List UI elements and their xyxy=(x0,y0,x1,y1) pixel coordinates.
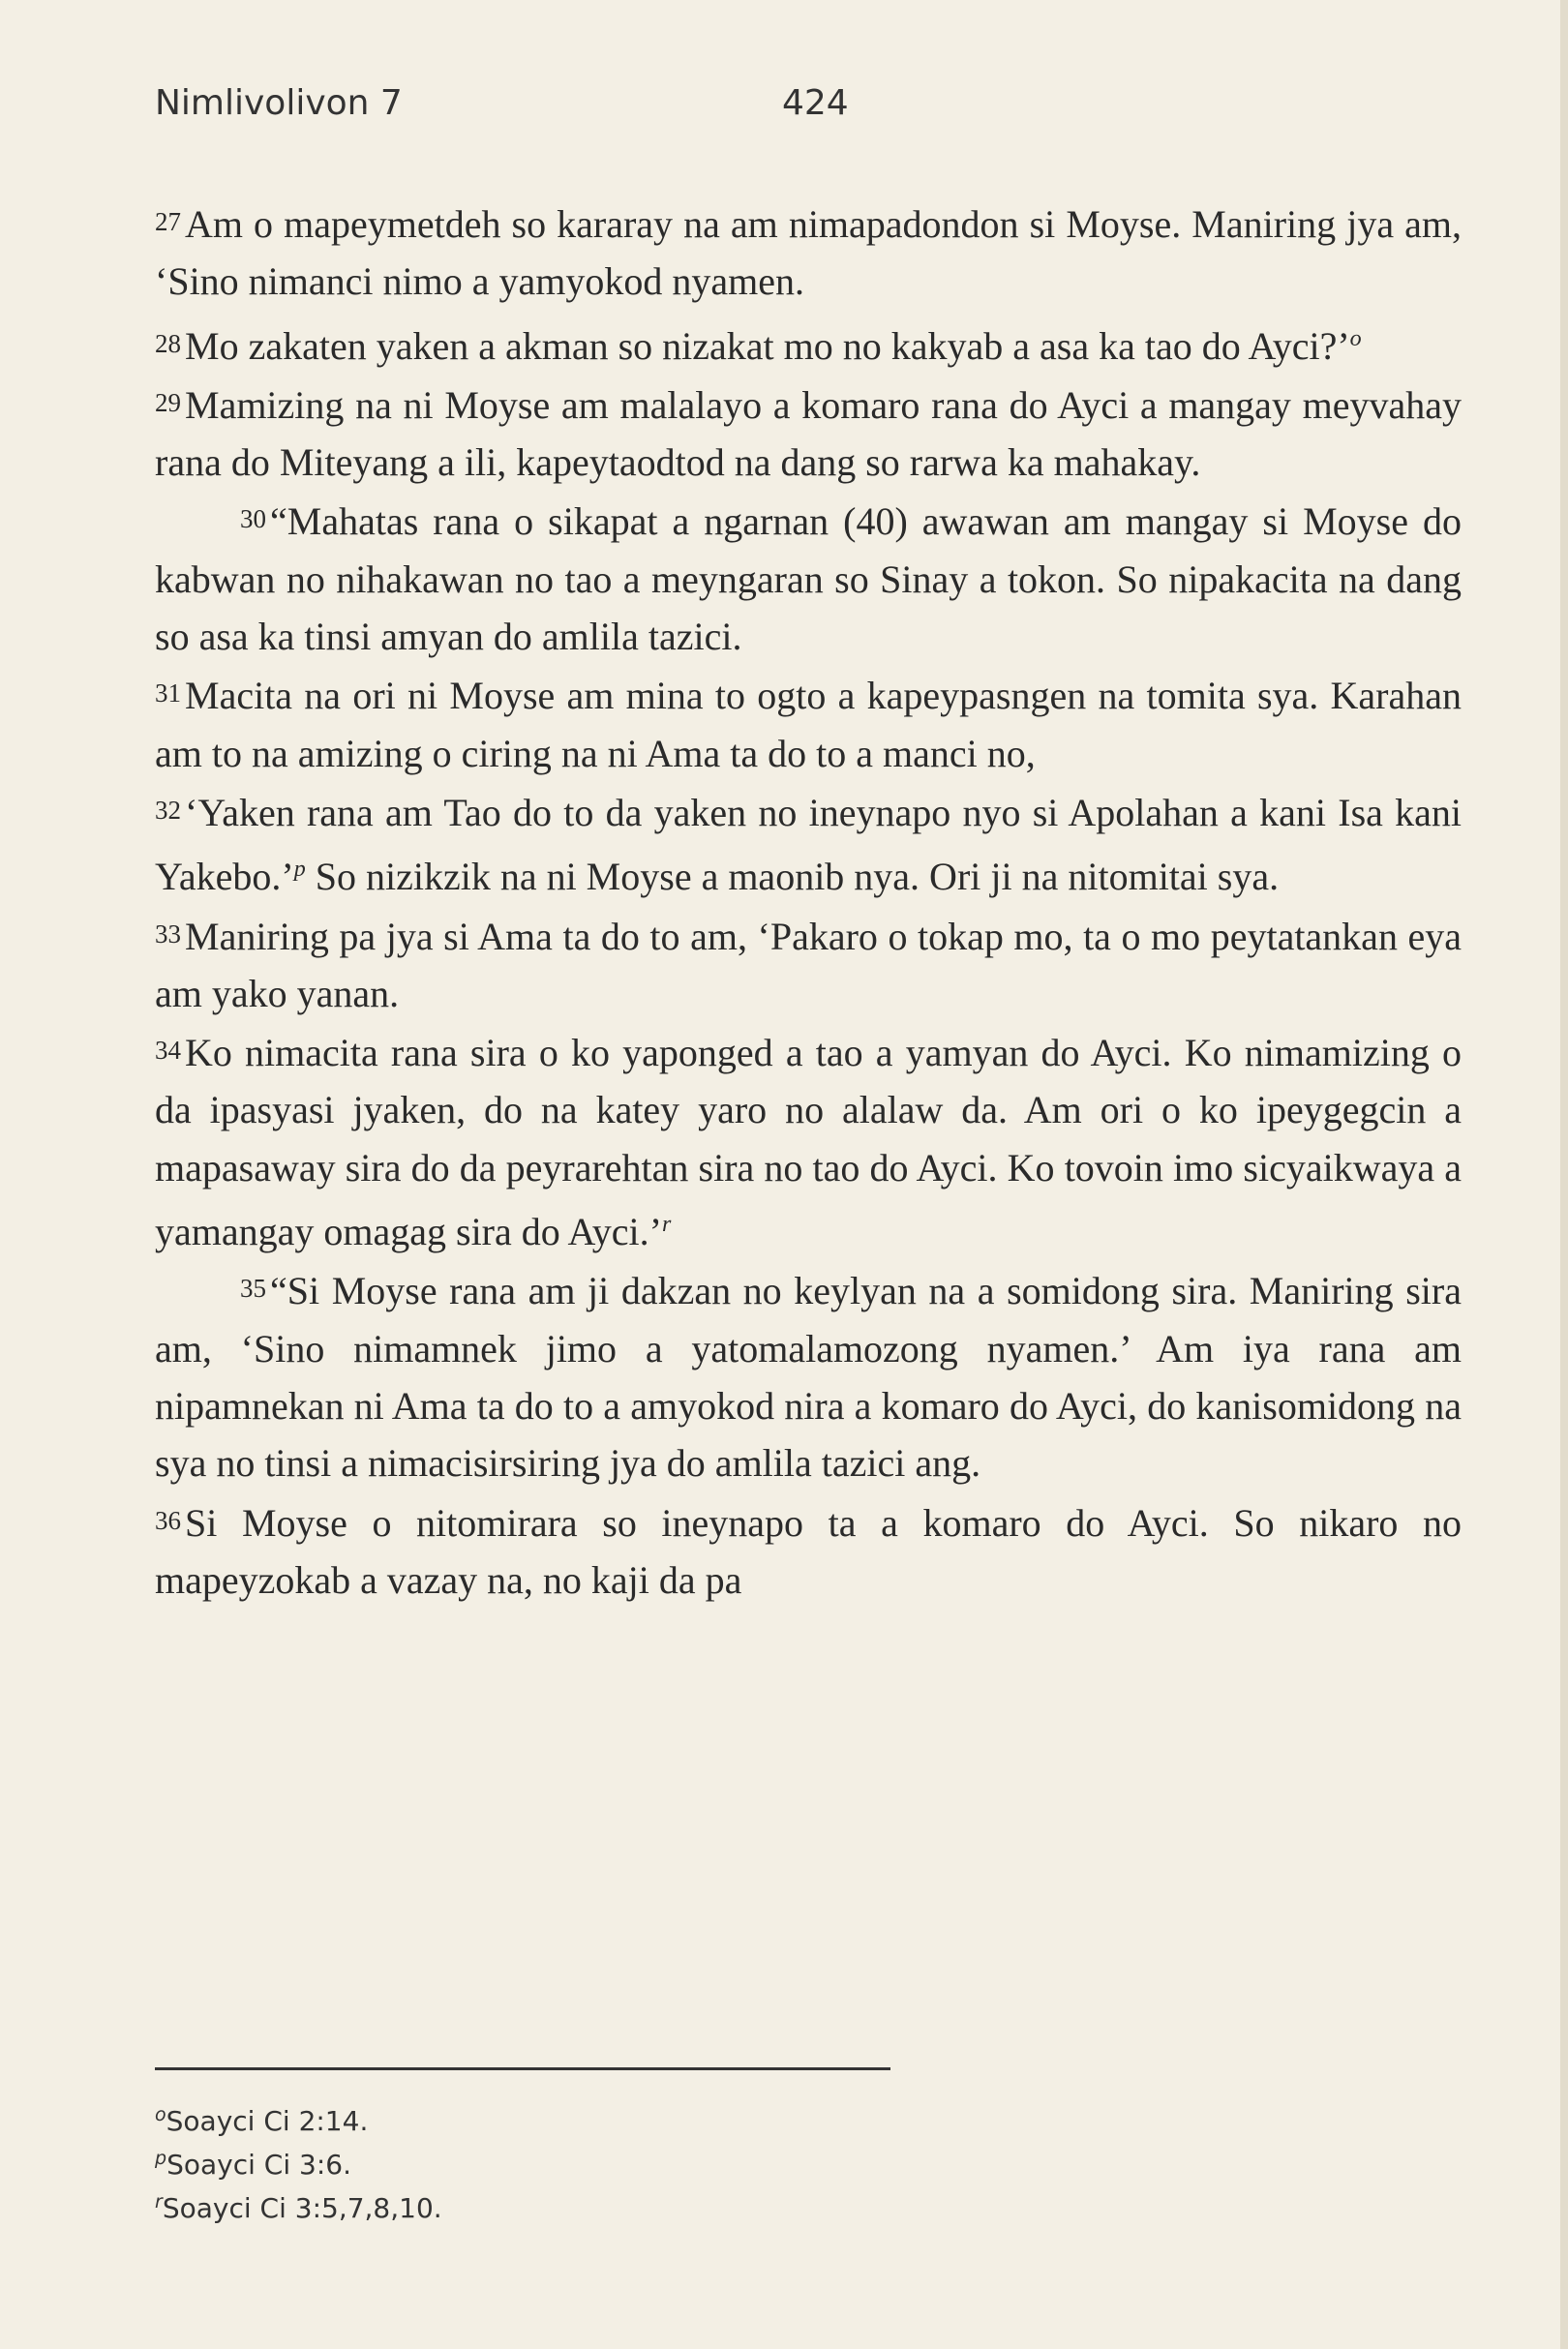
verse-text: Si Moyse o nitomirara so ineynapo ta a komaro do Ayci. So nikaro no mapeyzokab a vazay na, no kaji da pa xyxy=(155,1500,1462,1602)
footnote-letter: r xyxy=(155,2191,163,2213)
verse-28 xyxy=(155,311,1462,375)
verse-number: 32 xyxy=(155,795,181,825)
footnote-ref-r[interactable]: r xyxy=(661,1212,672,1238)
verse-text: “Si Moyse rana am ji dakzan no keylyan na a somidong sira. Maniring sira am, ‘Sino nimamnek jimo a yatomalamozong nyamen.’ Am iya rana am nipamnekan ni Ama ta do to a amyokod nira a komaro do Ayci, do kanisomidong na sya no tinsi a nimacisirsiring jya do amlila tazici ang. xyxy=(155,1269,1462,1486)
verse-number: 29 xyxy=(155,387,181,417)
verse-35 xyxy=(155,1260,1462,1491)
verse-number: 35 xyxy=(240,1274,266,1304)
verse-number: 36 xyxy=(155,1505,181,1535)
verse-text: Ko nimacita rana sira o ko yaponged a tao a yamyan do Ayci. Ko nimamizing o da ipasyasi jyaken, do na katey yaro no alalaw da. Am ori o ko ipeygegcin a mapasaway sira do da peyrarehtan sira no tao do Ayci. Ko tovoin imo sicyaikwaya a yamangay omagag sira do Ayci.’ xyxy=(155,1031,1462,1254)
verse-number: 33 xyxy=(155,919,181,949)
footnote-letter: p xyxy=(155,2148,167,2169)
book-chapter-title: Nimlivolivon 7 xyxy=(155,83,403,123)
verse-text: “Mahatas rana o sikapat a ngarnan (40) awawan am mangay si Moyse do kabwan no nihakawan no tao a meyngaran so Sinay a tokon. So nipakacita na dang so asa ka tinsi amyan do amlila tazici. xyxy=(155,499,1462,659)
footnote-divider xyxy=(155,2067,890,2070)
page-edge xyxy=(1560,0,1568,2349)
footnote-r xyxy=(155,2183,929,2227)
footnote-p xyxy=(155,2140,929,2183)
verse-number: 27 xyxy=(155,207,181,236)
running-header xyxy=(155,83,1462,132)
verse-36 xyxy=(155,1492,1462,1610)
verse-text-continued: So nizikzik na ni Moyse a maonib nya. Ori ji na nitomitai sya. xyxy=(305,855,1280,899)
footnote-ref-o[interactable]: o xyxy=(1349,325,1362,351)
verse-text: Mamizing na ni Moyse am malalayo a komaro rana do Ayci a mangay meyvahay rana do Miteyang a ili, kapeytaodtod na dang so rarwa ka mahakay. xyxy=(155,382,1462,485)
verse-text: Macita na ori ni Moyse am mina to ogto a kapeypasngen na tomita sya. Karahan am to na amizing o ciring na ni Ama ta do to a manci no, xyxy=(155,674,1462,775)
page-number: 424 xyxy=(782,83,849,123)
verse-text: Am o mapeymetdeh so kararay na am nimapadondon si Moyse. Maniring jya am, ‘Sino nimanci nimo a yamyokod nyamen. xyxy=(155,202,1462,304)
verse-29 xyxy=(155,375,1462,492)
verse-number: 31 xyxy=(155,678,181,708)
scripture-text xyxy=(155,194,1462,1609)
verse-33 xyxy=(155,906,1462,1023)
verse-30 xyxy=(155,491,1462,665)
verse-34 xyxy=(155,1022,1462,1260)
verse-number: 34 xyxy=(155,1036,181,1066)
footnote-text: Soayci Ci 3:6. xyxy=(166,2149,351,2181)
footnotes xyxy=(155,2096,929,2227)
footnote-text: Soayci Ci 3:5,7,8,10. xyxy=(162,2192,442,2224)
footnote-letter: o xyxy=(155,2104,166,2125)
verse-text: ‘Yaken rana am Tao do to da yaken no ineynapo nyo si Apolahan a kani Isa kani Yakebo.’ xyxy=(155,790,1462,899)
verse-number: 28 xyxy=(155,328,181,358)
verse-text: Mo zakaten yaken a akman so nizakat mo no kakyab a asa ka tao do Ayci?’ xyxy=(185,323,1350,368)
verse-number: 30 xyxy=(240,504,266,534)
verse-31 xyxy=(155,665,1462,782)
verse-32 xyxy=(155,782,1462,906)
verse-text: Maniring pa jya si Ama ta do to am, ‘Pakaro o tokap mo, ta o mo peytatankan eya am yako yanan. xyxy=(155,914,1462,1015)
footnote-ref-p[interactable]: p xyxy=(293,857,306,883)
verse-27 xyxy=(155,194,1462,311)
footnote-o xyxy=(155,2096,929,2140)
footnote-text: Soayci Ci 2:14. xyxy=(166,2105,369,2137)
